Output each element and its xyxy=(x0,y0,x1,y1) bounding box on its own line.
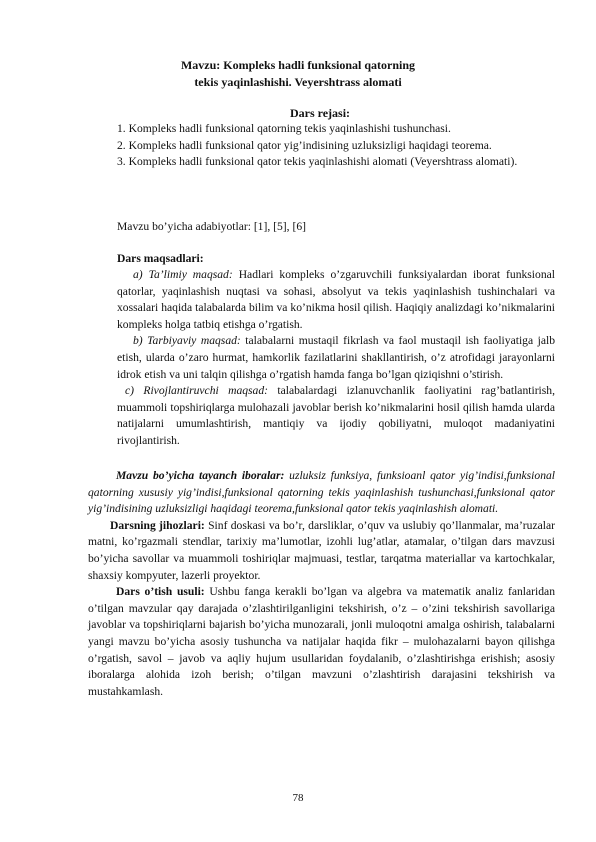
goal-developmental-label: c) Rivojlantiruvchi maqsad: xyxy=(125,384,269,398)
keywords-text: uzluksiz funksiya, funksioanl qator yig’indisi,funksional qatorning xususiy yig’indisi,funksional qatorning tekis yaqinlashish tushunchasi,funksional qator yig’indisining uzluksizligi haqidagi teorema,funksional qator tekis yaqinlashish alomati. xyxy=(88,469,556,516)
plan-item: 1. Kompleks hadli funksional qatorning tekis yaqinlashishi tushunchasi. xyxy=(117,122,451,135)
goal-educational-label: a) Ta’limiy maqsad: xyxy=(133,268,233,281)
goals-section xyxy=(117,267,555,450)
goal-educational xyxy=(117,267,555,333)
goal-educational-text: Hadlari kompleks o’zgaruvchili funksiyalardan iborat funksional qatorlar, yaqinlashish nuqtasi va sohasi, absolyut va tekis yaqinlashish tushinchalari va xossalari haqida talabalarda bilim va ko’nikma hosil qilish. Haqiqiy analizdagi ko’nikmalarini kompleks holga tatbiq etishga o’rgatish. xyxy=(117,268,555,331)
equipment-paragraph xyxy=(88,518,555,584)
plan-list xyxy=(117,121,555,171)
title-line-1: Mavzu: Kompleks hadli funksional qatorning xyxy=(180,58,416,72)
plan-item: 2. Kompleks hadli funksional qator yig’indisining uzluksizligi haqidagi teorema. xyxy=(117,138,492,152)
keywords-label: Mavzu bo’yicha tayanch iboralar: xyxy=(116,469,285,482)
goal-upbringing-label: b) Tarbiyaviy maqsad: xyxy=(133,334,241,348)
goal-upbringing xyxy=(117,333,555,383)
keywords-paragraph xyxy=(88,468,555,518)
equipment-label: Darsning jihozlari: xyxy=(110,518,205,532)
method-label: Dars o’tish usuli: xyxy=(116,585,205,599)
body-section xyxy=(88,468,555,700)
page-number: 78 xyxy=(292,792,304,804)
references: Mavzu bo’yicha adabiyotlar: [1], [5], [6] xyxy=(117,220,306,233)
plan-item: 3. Kompleks hadli funksional qator tekis yaqinlashishi alomati (Veyershtrass alomati). xyxy=(117,155,518,169)
method-text: Ushbu fanga kerakli bo’lgan va algebra va matematik analiz fanlaridan o’tilgan mavzular qay darajada o’zlashtirilganligini tekshirish, o’z – o’zini tekshirish savollariga javoblar va topshiriqlarni bajarish bo’yicha munozarali, jonli muloqotni amalga oshirish, talabalarni yangi mavzu bo’yicha asosiy tushuncha va natijalar haqida fikr – mulohazalarni bayon qilishga o’rgatish, savol – javob va aqliy hujum usullaridan foydalanib, o’zlashtirishga erishish; asosiy iboralarga alohida izoh berish; o’tilgan mavzuni o’zlashtirish darajasini tekshirish va mustahkamlash. xyxy=(88,585,555,698)
goals-heading: Dars maqsadlari: xyxy=(117,252,204,265)
title-line-2: tekis yaqinlashishi. Veyershtrass alomati xyxy=(194,74,402,89)
plan-heading: Dars rejasi: xyxy=(289,106,351,120)
goal-developmental xyxy=(117,383,555,449)
goal-upbringing-text: talabalarni mustaqil fikrlash va faol mustaqil ish faoliyatiga jalb etish, ularda o’zaro hurmat, hamkorlik fazilatlarini shakllantirish, o’z atrofidagi jarayonlarni idrok etish va uni talqin qilishga o’rgatish hamda fanga bo’lgan qiziqishni o’stirish. xyxy=(117,334,555,381)
equipment-text: Sinf doskasi va bo’r, darsliklar, o’quv va uslubiy qo’llanmalar, ma’ruzalar matni, ko’rgazmali stendlar, tarixiy ma’lumotlar, izohli lug’atlar, atamalar, o’tilgan dars mavzusi bo’yicha savollar va muammoli toshiriqlar majmuasi, testlar, tarqatma materiallar va kartochkalar, shaxsiy kompyuter, lazerli proyektor. xyxy=(88,518,555,582)
goal-developmental-text: talabalardagi izlanuvchanlik faoliyatini rag’batlantirish, muammoli topshiriqlarga mulohazali javoblar berish ko’nikmalarini hosil qilish hamda ularda natijalarni umumlashtirish, mantiqiy va ijodiy qobiliyatni, muloqot madaniyatini rivojlantirish. xyxy=(117,384,555,447)
lesson-title xyxy=(90,57,506,90)
method-paragraph xyxy=(88,584,555,700)
